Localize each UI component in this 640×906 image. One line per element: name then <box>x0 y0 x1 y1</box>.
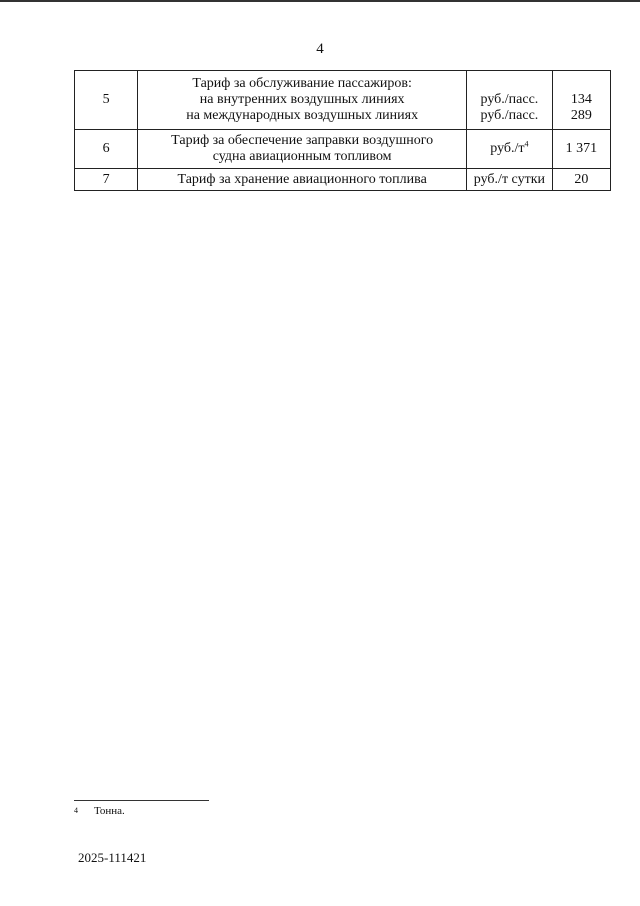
document-code: 2025-111421 <box>78 850 147 865</box>
row-unit: руб./т сутки <box>467 169 553 191</box>
value-line: 134 <box>570 92 592 107</box>
footnote-reference: 4 <box>524 139 529 149</box>
row-value <box>552 71 610 130</box>
description-line: Тариф за обеспечение заправки воздушного <box>171 133 434 148</box>
value-line <box>557 76 606 92</box>
row-description <box>138 71 467 130</box>
footnote-mark: 4 <box>74 806 78 815</box>
row-value: 1 371 <box>552 130 610 169</box>
tariff-table <box>74 70 611 191</box>
page-number: 4 <box>316 41 324 57</box>
table-row <box>75 130 611 169</box>
description-line: судна авиационным топливом <box>212 149 392 164</box>
row-description: Тариф за хранение авиационного топлива <box>138 169 467 191</box>
row-number: 7 <box>75 169 138 191</box>
description-line: на внутренних воздушных линиях <box>199 92 405 107</box>
row-number: 5 <box>75 71 138 130</box>
row-number: 6 <box>75 130 138 169</box>
page-top-border <box>0 0 640 2</box>
unit-line: руб./пасс. <box>480 92 539 107</box>
row-unit <box>467 71 553 130</box>
footnote-text: Тонна. <box>94 805 125 817</box>
table-row <box>75 71 611 130</box>
unit-text: руб./т <box>490 141 525 156</box>
row-value: 20 <box>552 169 610 191</box>
row-description <box>138 130 467 169</box>
footnote <box>74 805 125 817</box>
value-line: 289 <box>570 108 592 123</box>
description-line: на международных воздушных линиях <box>186 108 419 123</box>
row-unit <box>467 130 553 169</box>
footnote-divider <box>74 800 209 801</box>
table-row <box>75 169 611 191</box>
description-line: Тариф за обслуживание пассажиров: <box>192 76 412 91</box>
unit-line: руб./пасс. <box>480 108 539 123</box>
unit-line <box>471 76 548 92</box>
